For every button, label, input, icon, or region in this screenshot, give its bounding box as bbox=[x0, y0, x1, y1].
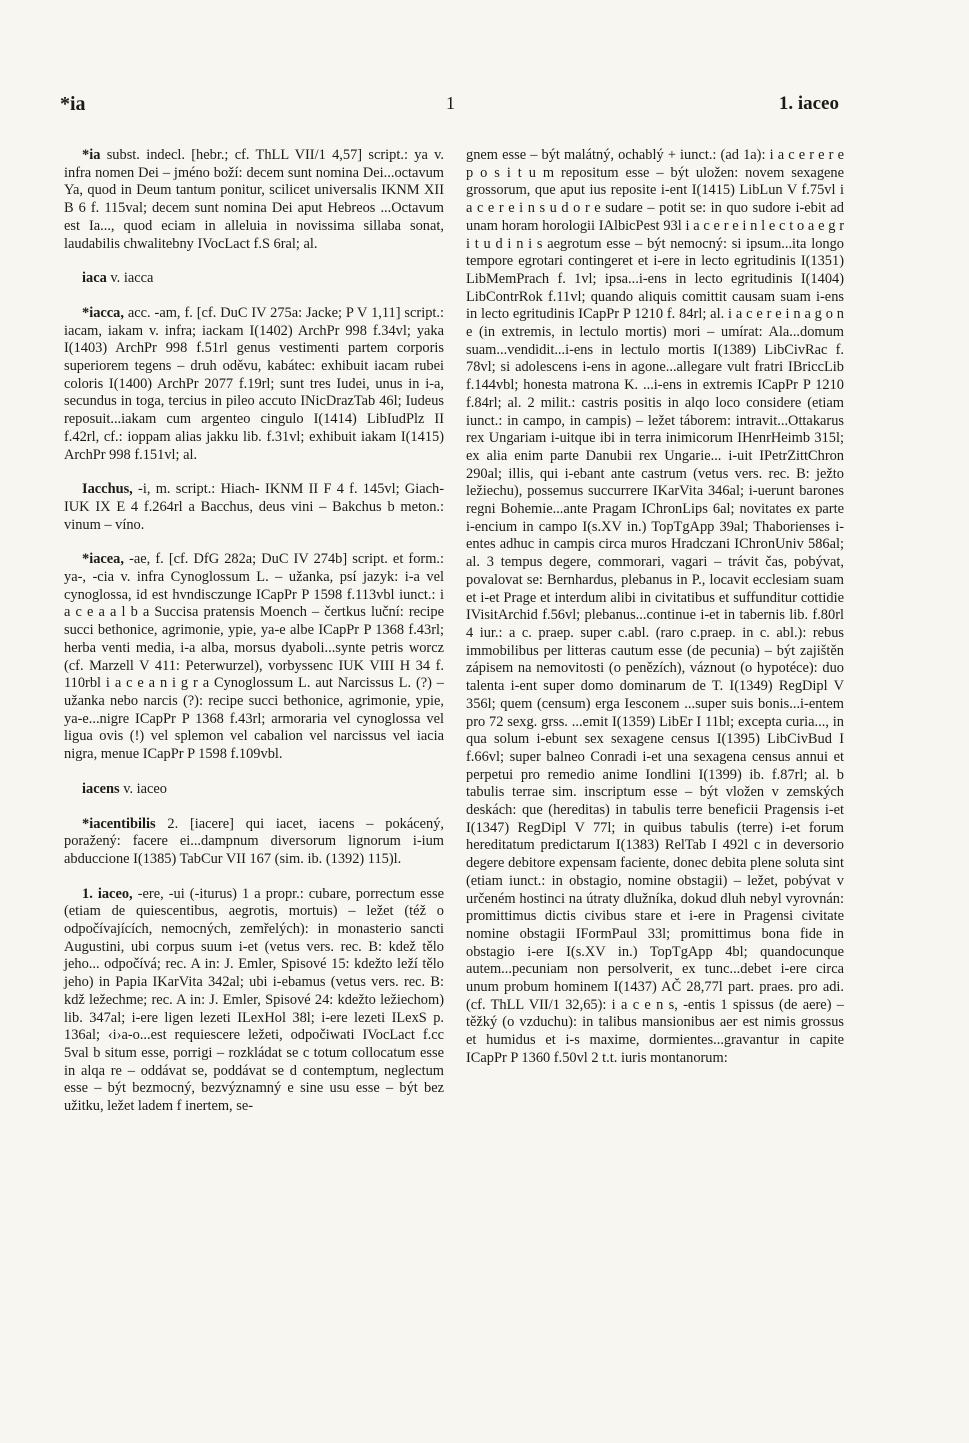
lemma: Iacchus, bbox=[82, 481, 133, 498]
entry-iacea bbox=[64, 551, 444, 763]
lemma: *iacea, bbox=[82, 551, 124, 568]
entry-iacentibilis bbox=[64, 816, 444, 869]
lemma: 1. iaceo, bbox=[82, 885, 133, 902]
entry-ia bbox=[64, 147, 444, 253]
entry-text: 2. [iacere] qui iacet, iacens – pokácený, poražený: facere ei...dampnum diversorum lignorum i-ium abduccione I(1385) TabCur VII 167 (sim. ib. (1392) 115)l. bbox=[64, 815, 444, 867]
entry-text: acc. -am, f. [cf. DuC IV 275a: Jacke; P V 1,11] script.: iacam, iakam v. infra; iackam I(1402) ArchPr 998 f.34vl; yaka I(1403) ArchPr 998 f.51rl genus vestimenti partem corporis superiorem tegens – druh oděvu, kabátec: exhibuit iacam rubei coloris I(1400) ArchPr 2077 f.19rl; sunt tres Iudei, unus in i-a, secundus in toga, tercius in pileo accuto INicDrazTab 46l; Iudeus reposuit...iakam cum argenteo cingulo I(1414) LibIudPlz II f.42rl, cf.: ioppam alias jakku lib. f.31vl; exhibuit iakam I(1415) ArchPr 998 f.151vl; al. bbox=[64, 304, 444, 463]
entry-text: -ere, -ui (-iturus) 1 a propr.: cubare, porrectum esse (etiam de quiescentibus, aegrotis, mortuis) – ležet (též o odpočívajících, nemocných, zemřelých): in monasterio sancti Augustini, ubi corpus suum i-et (vetus vers. rec. B: kdež tělo jeho... odpočívá; rec. A in: J. Emler, Spisové 15: kdežto leží tělo jeho) in Papia IKarVita 342al; ubi i-ebamus (vetus vers. rec. B: kdž ležechme; rec. A in: J. Emler, Spisové 24: kdežto ležiechom) lib. 347al; i-ere ligen lezeti ILexHol 38l; i-ere lezeti ILexS p. 136al; ‹i›a-o...est requiescere ležeti, odpočiwati IVocLact f.cc 5val b situm esse, porrigi – rozkládat se c totum collocatum esse in alqa re – oddávat se, poddávat se d contemptum, neglectum esse – být bezmocný, bezvýznamný e sine usu esse – být bez užitku, ležet ladem f inertem, se- bbox=[64, 885, 444, 1115]
entry-iaca bbox=[64, 270, 444, 288]
right-column bbox=[466, 147, 844, 1068]
page-number: 1 bbox=[446, 93, 455, 113]
entry-iacens bbox=[64, 781, 444, 799]
lemma: iaca bbox=[82, 270, 107, 287]
lemma: *ia bbox=[82, 147, 101, 163]
lemma: *iacentibilis bbox=[82, 815, 156, 832]
left-column bbox=[64, 147, 444, 1133]
entry-continuation: gnem esse – být malátný, ochablý + iunct.: (ad 1a): i a c e r e r e p o s i t u m repositum esse – být uložen: novem sexagene grossorum, que aput ius reposite i-ent I(1415) LibLun V f.75vl i a c e r e i n s u d o r e sudare – potit se: in quo sudore i-ebit ad unam horam horologii IAlbicPest 93l i a c e r e i n l e c t o a e g r i t u d i n i s aegrotum esse – být nemocný: si ipsum...ita longo tempore egrotari contingeret et i-ere in lecto egritudinis I(1351) LibMemPrach f. 1vl; ipsa...i-ens in lecto egritudinis I(1404) LibContrRok f.11vl; quando aliquis comittit causam suam i-ens in lecto egritudinis ICapPr P 1210 f. 84rl; al. i a c e r e i n a g o n e (in extremis, in lectulo mortis) mori – umírat: Ala...domum suam...vendidit...i-ens in lectulo mortis I(1389) LibCivRac f. 78vl; si adolescens i-ens in agone...allegare vult fratri IBriccLib f.144vbl; honesta matrona K. ...i-ens in extremis ICapPr P 1210 f.84rl; al. 2 milit.: castris positis in alqo loco considere (etiam iunct.: in campo, in campis) – ležet táborem: intravit...Ottakarus rex Ungariam i-uitque ibi in terra inimicorum IHenrHeimb 315l; ex alia enim parte Danubii rex Ungarie... i-uit IPetrZittChron 290al; illis, qui i-ebant ante castrum (vetus vers. rec. B: ježto ležiechu), possemus succurrere IKarVita 346al; i-uerunt barones regni Bohemie...ante Pragam IChronLips 6al; novitates ex parte i-encium in campo I(s.XV in.) TopTgApp 39al; Thaborienses i-entes adhuc in campis circa muros Hradczani IChronUniv 586al; al. 3 tempus degere, commorari, vagari – trávit čas, pobývat, povalovat se: Bernhardus, plebanus in P., locavit ecclesiam suam et i-et Prage et interdum alibi in civitatibus et suffunditur cottidie IVisitArchid f.56vl; plebanus...continue i-et in tabernis lib. f.80rl 4 iur.: a c. praep. super c.abl. (raro c.praep. in c. abl.): rebus immobilibus per litteras cautum esse (de pecunia) – být zajištěn zápisem na nemovitosti (o penězích), váznout (o hypotéce): duo talenta i-ent super domo dominarum de T. I(1349) RegDipl V 356l; quem (censum) erga Iesconem ...super suis bonis...i-entem pro 72 sexg. grss. ...emit I(1359) LibEr I 11bl; excepta curia..., in qua solum i-ebunt sex sexagene census I(1395) LibCivBud I f.66vl; super balneo Conradi i-et una sexagena census annui et perpetui pro remedio anime Iondlini I(1399) ib. f.87rl; al. b tabulis terrae sim. inscriptum esse – být vložen v zemských deskách: que (hereditas) in tabulis terre beneficii Pragensis i-et I(1347) RegDipl V 77l; in quibus tabulis (terre) i-et forum hereditatum predictarum I(1383) RelTab I 492l c in deversorio degere debitore expensam faciente, donec debita plene soluta sint (etiam iunct.: in obstagio, nomine obstagii) – ležet, pobývat v určeném hostinci na útraty dlužníka, dokud dluh nebyl vyrovnán: promittimus dictis civibus stare et i-ere in Pragensi civitate nomine obstagii IFormPaul 33l; promittimus bona fide in obstagio i-ere I(s.XV in.) TopTgApp 4bl; quandocunque autem...pecuniam non persolverit, ex tunc...debet i-ere circa unum probum hominem I(1437) AČ 28,77l part. praes. pro adi. (cf. ThLL VII/1 32,65): i a c e n s, -entis 1 spissus (de aere) – těžký (o vzduchu): in talibus mansionibus aer est nimis grossus et humidus et i-s maxime, dormientes...gravantur in capite ICapPr P 1360 f.50vl 2 t.t. iuris montanorum: bbox=[466, 147, 844, 1066]
lemma: iacens bbox=[82, 780, 120, 797]
entry-iacca bbox=[64, 305, 444, 464]
running-head-right: 1. iaceo bbox=[778, 93, 839, 114]
entry-text: -ae, f. [cf. DfG 282a; DuC IV 274b] script. et form.: ya-, -cia v. infra Cynoglossum L. – užanka, psí jazyk: i-a vel cynoglossa, id est hvndisczunge ICapPr P 1598 f.113vbl iunct.: i a c e a a l b a Succisa pratensis Moench – čertkus luční: recipe succi bethonice, agrimonie, ypie, ya-e albe ICapPr P 1368 f.43rl; herba venti media, i-a alba, morsus dyaboli...synte petris worcz (cf. Marzell V 411: Peterwurzel), vorbyssenc IUK VIII H 34 f. 110rbl i a c e a n i g r a Cynoglossum L. aut Narcissus L. (?) – užanka nebo narcis (?): recipe succi bethonice, agrimonie, ypie, ya-e...nigre ICapPr P 1368 f.43rl; armoraria vel cynoglossa vel ligua ovis (!) vel splemon vel cabalion vel narcissus vel iacia nigra, menue ICapPr P 1598 f.109vbl. bbox=[64, 551, 444, 763]
entry-iacchus bbox=[64, 481, 444, 534]
entry-text: v. iacca bbox=[110, 270, 154, 287]
entry-iaceo bbox=[64, 886, 444, 1116]
entry-text: -i, m. script.: Hiach- IKNM II F 4 f. 145vl; Giach- IUK IX E 4 f.264rl a Bacchus, deus vini – Bakchus b meton.: vinum – víno. bbox=[64, 481, 444, 533]
entry-text: v. iaceo bbox=[123, 780, 167, 797]
running-head-left: *ia bbox=[60, 93, 86, 115]
lemma: *iacca, bbox=[82, 304, 124, 321]
entry-text: subst. indecl. [hebr.; cf. ThLL VII/1 4,57] script.: ya v. infra nomen Dei – jméno boží: decem sunt nomina Dei...octavum Ya, quod in Deum tantum ponitur, scilicet universalis IKNM XII B 6 f. 115val; decem sunt nomina Dei aput Hebreos ...Octavum est Ia..., quod eciam in alleluia in novissima sillaba sonat, laudabilis chwalitebny IVocLact f.S 6ral; al. bbox=[64, 147, 444, 252]
